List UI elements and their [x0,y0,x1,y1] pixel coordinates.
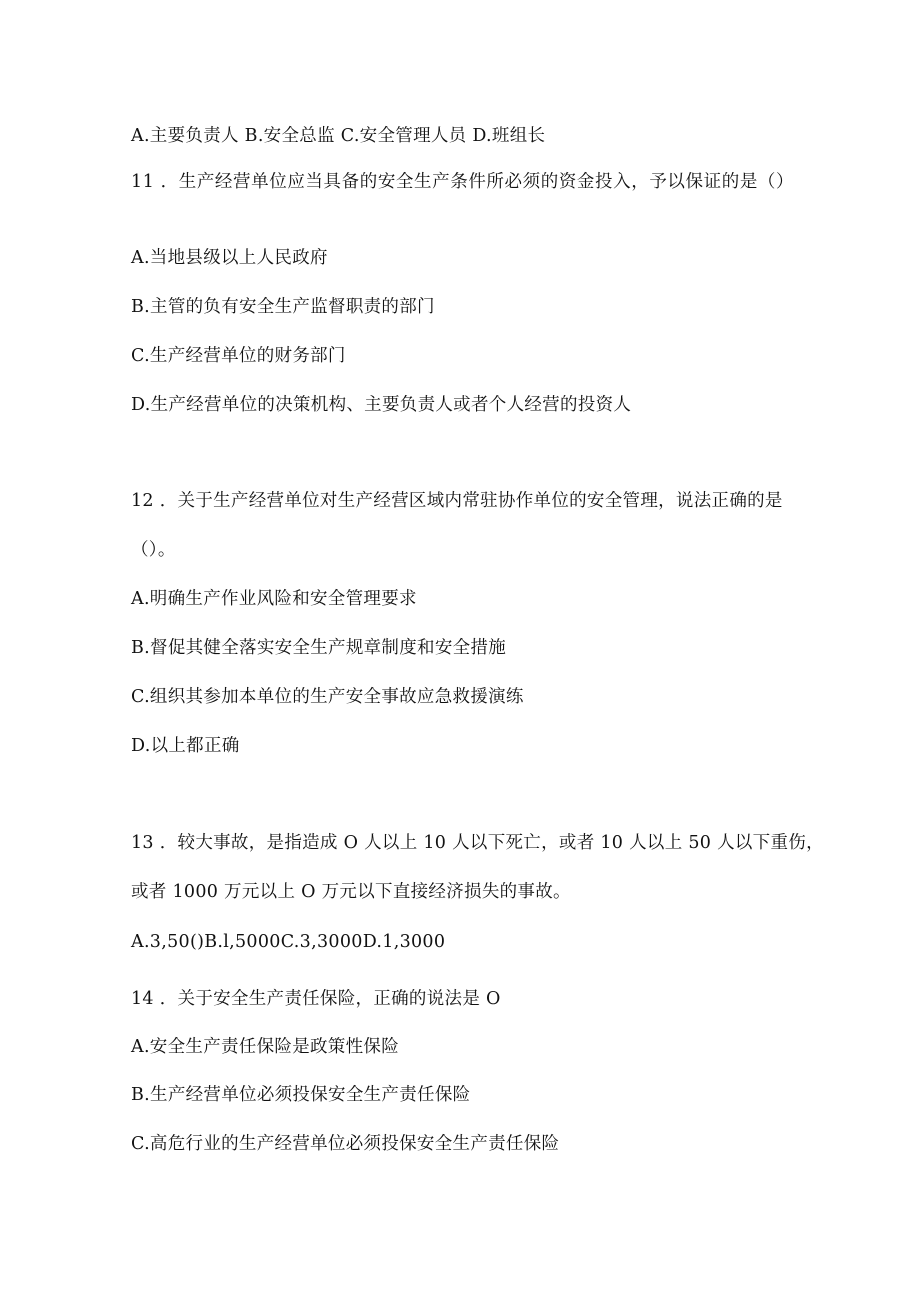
question-13-options: A.3,50()B.l,5000C.3,3000D.1,3000 [131,932,446,952]
question-12-option-d: D.以上都正确 [131,736,240,756]
question-11-option-d: D.生产经营单位的决策机构、主要负责人或者个人经营的投资人 [131,395,632,415]
question-14-option-c: C.高危行业的生产经营单位必须投保安全生产责任保险 [131,1134,560,1154]
question-13-stem-line-1: 13 ．较大事故，是指造成 O 人以上 10 人以下死亡，或者 10 人以上 50 人以下重伤， [131,833,824,853]
question-11-stem: 11 ．生产经营单位应当具备的安全生产条件所必须的资金投入，予以保证的是（） [131,172,795,192]
question-11-option-a: A.当地县级以上人民政府 [131,248,328,268]
question-12-option-b: B.督促其健全落实安全生产规章制度和安全措施 [131,638,507,658]
question-14-option-b: B.生产经营单位必须投保安全生产责任保险 [131,1085,471,1105]
question-12-option-c: C.组织其参加本单位的生产安全事故应急救援演练 [131,687,524,707]
question-14-option-a: A.安全生产责任保险是政策性保险 [131,1037,399,1057]
question-12-stem-line-1: 12 ．关于生产经营单位对生产经营区域内常驻协作单位的安全管理，说法正确的是 [131,491,783,511]
question-12-option-a: A.明确生产作业风险和安全管理要求 [131,589,417,609]
question-14-stem: 14 ．关于安全生产责任保险，正确的说法是 O [131,989,501,1009]
question-12-stem-line-2: （）。 [131,540,176,560]
question-11-option-b: B.主管的负有安全生产监督职责的部门 [131,297,435,317]
prev-question-options: A.主要负责人 B.安全总监 C.安全管理人员 D.班组长 [131,126,546,146]
question-13-stem-line-2: 或者 1000 万元以上 O 万元以下直接经济损失的事故。 [131,882,571,902]
question-11-option-c: C.生产经营单位的财务部门 [131,346,346,366]
